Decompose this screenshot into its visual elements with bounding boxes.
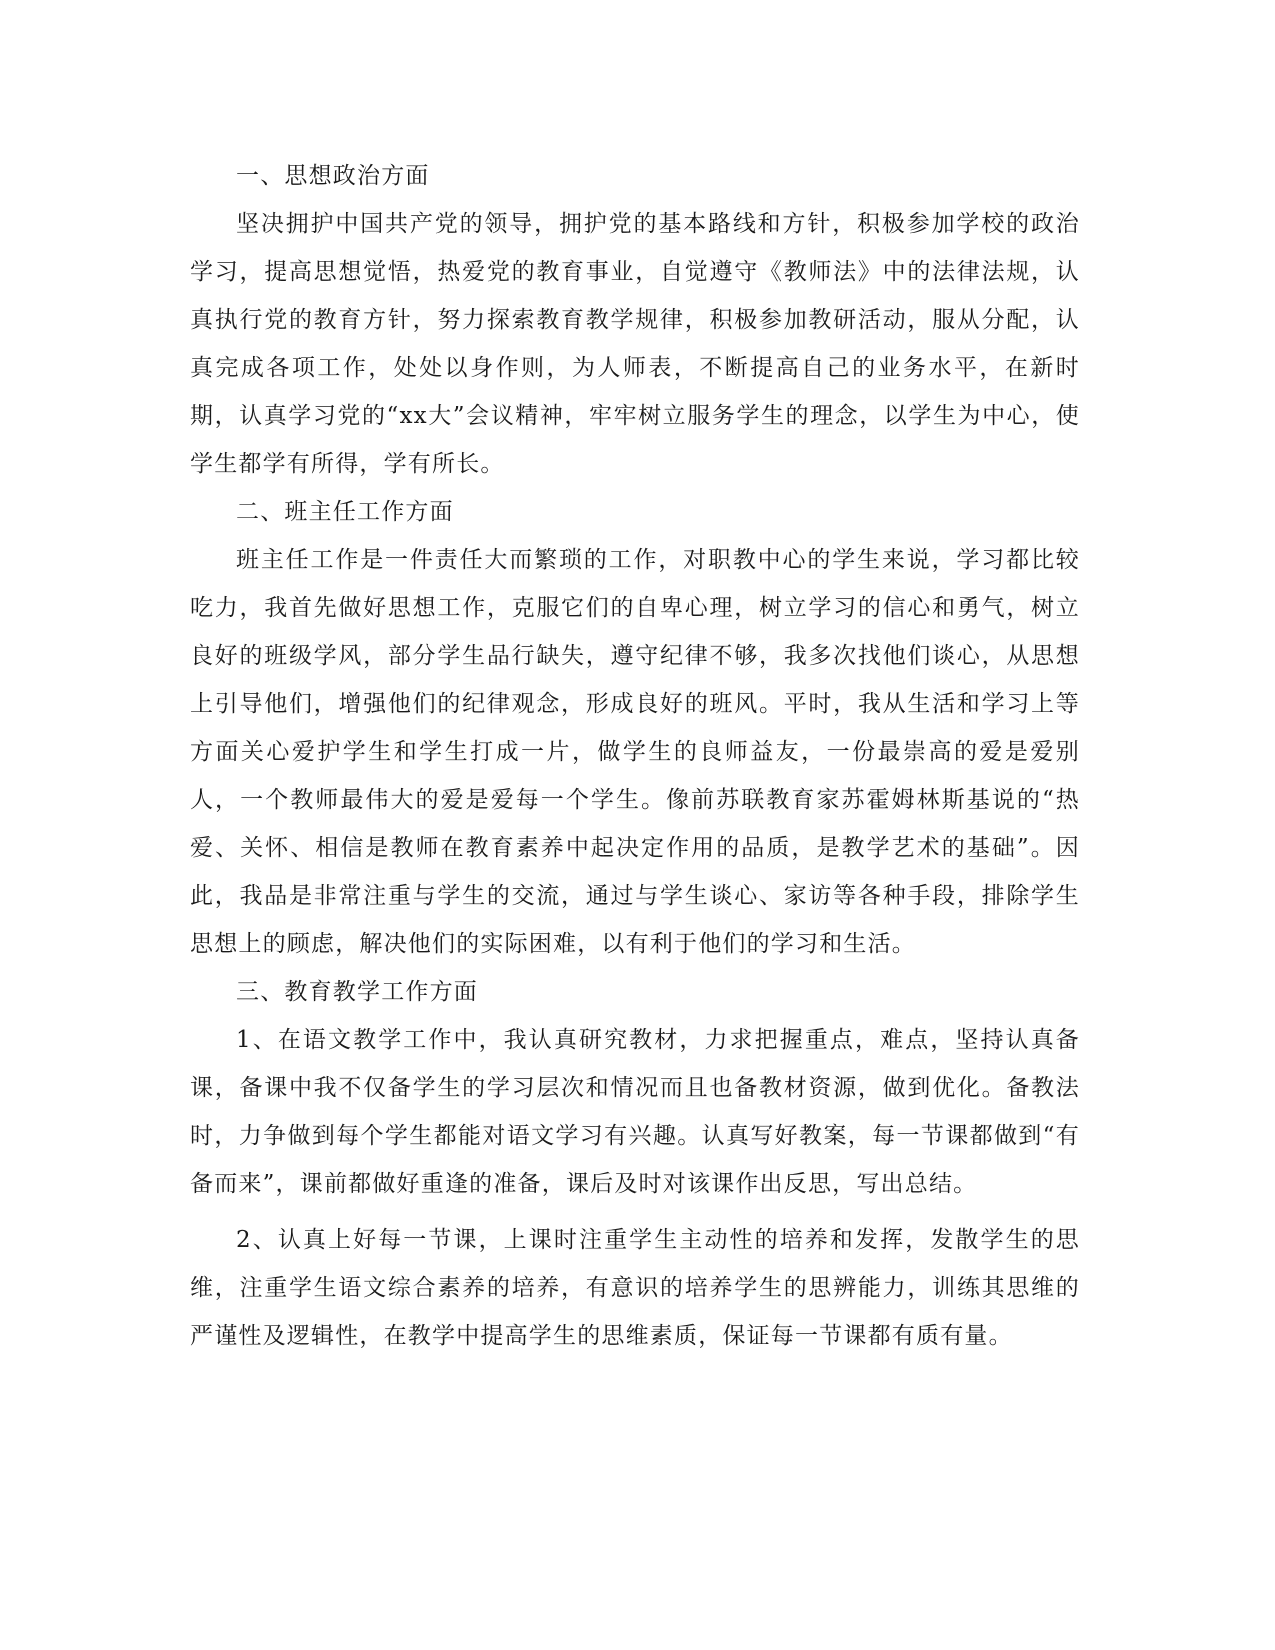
paragraph-class-teacher: 班主任工作是一件责任大而繁琐的工作，对职教中心的学生来说，学习都比较吃力，我首先做好思想工作，克服它们的自卑心理，树立学习的信心和勇气，树立良好的班级学风，部分学生品行缺失，遵守纪律不够，我多次找他们谈心，从思想上引导他们，增强他们的纪律观念，形成良好的班风。平时，我从生活和学习上等方面关心爱护学生和学生打成一片，做学生的良师益友，一份最崇高的爱是爱别人，一个教师最伟大的爱是爱每一个学生。像前苏联教育家苏霍姆林斯基说的“热爱、关怀、相信是教师在教育素养中起决定作用的品质，是教学艺术的基础”。因此，我品是非常注重与学生的交流，通过与学生谈心、家访等各种手段，排除学生思想上的顾虑，解决他们的实际困难，以有利于他们的学习和生活。: [190, 547, 1080, 957]
paragraph-teaching-1: 1、在语文教学工作中，我认真研究教材，力求把握重点，难点，坚持认真备课，备课中我不仅备学生的学习层次和情况而且也备教材资源，做到优化。备教法时，力争做到每个学生都能对语文学习有兴趣。认真写好教案，每一节课都做到“有备而来”，课前都做好重逢的准备，课后及时对该课作出反思，写出总结。: [190, 1027, 1080, 1197]
paragraph-teaching-2: 2、认真上好每一节课，上课时注重学生主动性的培养和发挥，发散学生的思维，注重学生语文综合素养的培养，有意识的培养学生的思辨能力，训练其思维的严谨性及逻辑性，在教学中提高学生的思维素质，保证每一节课都有质有量。: [190, 1227, 1080, 1349]
section-heading-class-teacher: 二、班主任工作方面: [236, 499, 454, 525]
paragraph-political: 坚决拥护中国共产党的领导，拥护党的基本路线和方针，积极参加学校的政治学习，提高思想觉悟，热爱党的教育事业，自觉遵守《教师法》中的法律法规，认真执行党的教育方针，努力探索教育教学规律，积极参加教研活动，服从分配，认真完成各项工作，处处以身作则，为人师表，不断提高自己的业务水平，在新时期，认真学习党的“xx大”会议精神，牢牢树立服务学生的理念，以学生为中心，使学生都学有所得，学有所长。: [190, 211, 1080, 477]
document-body: [190, 152, 1080, 1360]
section-heading-teaching: 三、教育教学工作方面: [236, 979, 478, 1005]
section-heading-political: 一、思想政治方面: [236, 163, 430, 189]
